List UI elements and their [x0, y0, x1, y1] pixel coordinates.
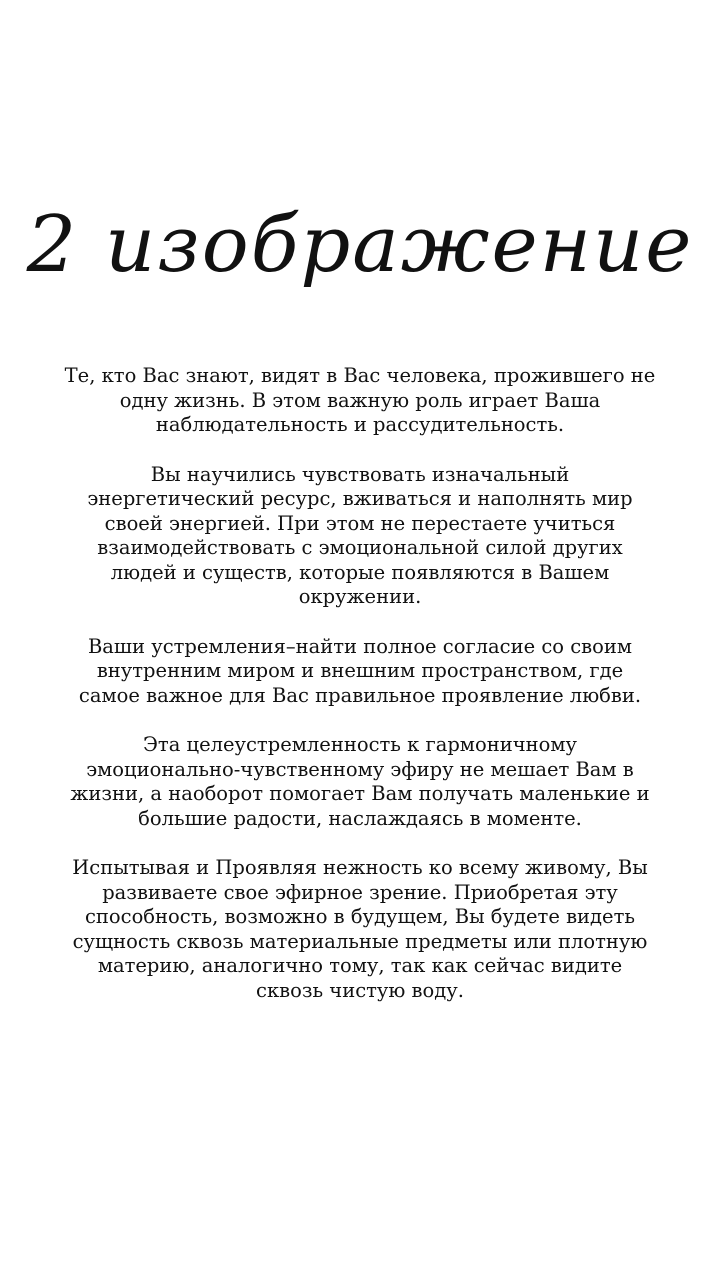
text-line: сквозь чистую воду.	[256, 978, 464, 1002]
paragraph-2	[52, 463, 668, 610]
text-line: Те, кто Вас знают, видят в Вас человека, прожившего не	[64, 364, 656, 387]
text-line: Испытывая и Проявляя нежность ко всему живому, Вы	[72, 856, 648, 879]
text-line: способность, возможно в будущем, Вы будете видеть	[84, 905, 636, 928]
body-text	[52, 364, 668, 1028]
text-line: большие радости, наслаждаясь в моменте.	[138, 806, 582, 830]
text-line: одну жизнь. В этом важную роль играет Ваша	[119, 388, 601, 412]
text-line: эмоционально-чувственному эфиру не мешает Вам в	[86, 757, 634, 781]
text-line: взаимодействовать с эмоциональной силой других	[97, 536, 623, 559]
text-line: наблюдательность и рассудительность.	[155, 413, 565, 436]
paragraph-5	[52, 856, 668, 1003]
paragraph-1	[52, 364, 668, 438]
text-line: Ваши устремления–найти полное согласие со своим	[87, 634, 633, 658]
text-line: своей энергией. При этом не перестаете учиться	[104, 511, 616, 535]
text-line: развиваете свое эфирное зрение. Приобретая эту	[102, 880, 618, 904]
text-line: Вы научились чувствовать изначальный	[150, 462, 570, 486]
text-line: самое важное для Вас правильное проявление любви.	[78, 683, 642, 707]
text-line: сущность сквозь материальные предметы или плотную	[72, 929, 648, 953]
text-line: людей и существ, которые появляются в Вашем	[110, 560, 610, 584]
paragraph-4	[52, 733, 668, 831]
text-line: материю, аналогично тому, так как сейчас видите	[97, 954, 623, 977]
text-line: внутренним миром и внешним пространством, где	[96, 659, 624, 682]
text-line: жизни, а наоборот помогает Вам получать маленькие и	[70, 782, 650, 805]
page-title: 2 изображение	[26, 200, 694, 290]
paragraph-3	[52, 635, 668, 709]
text-line: Эта целеустремленность к гармоничному	[143, 733, 577, 756]
text-line: окружении.	[298, 585, 422, 608]
text-line: энергетический ресурс, вживаться и наполнять мир	[87, 487, 633, 510]
